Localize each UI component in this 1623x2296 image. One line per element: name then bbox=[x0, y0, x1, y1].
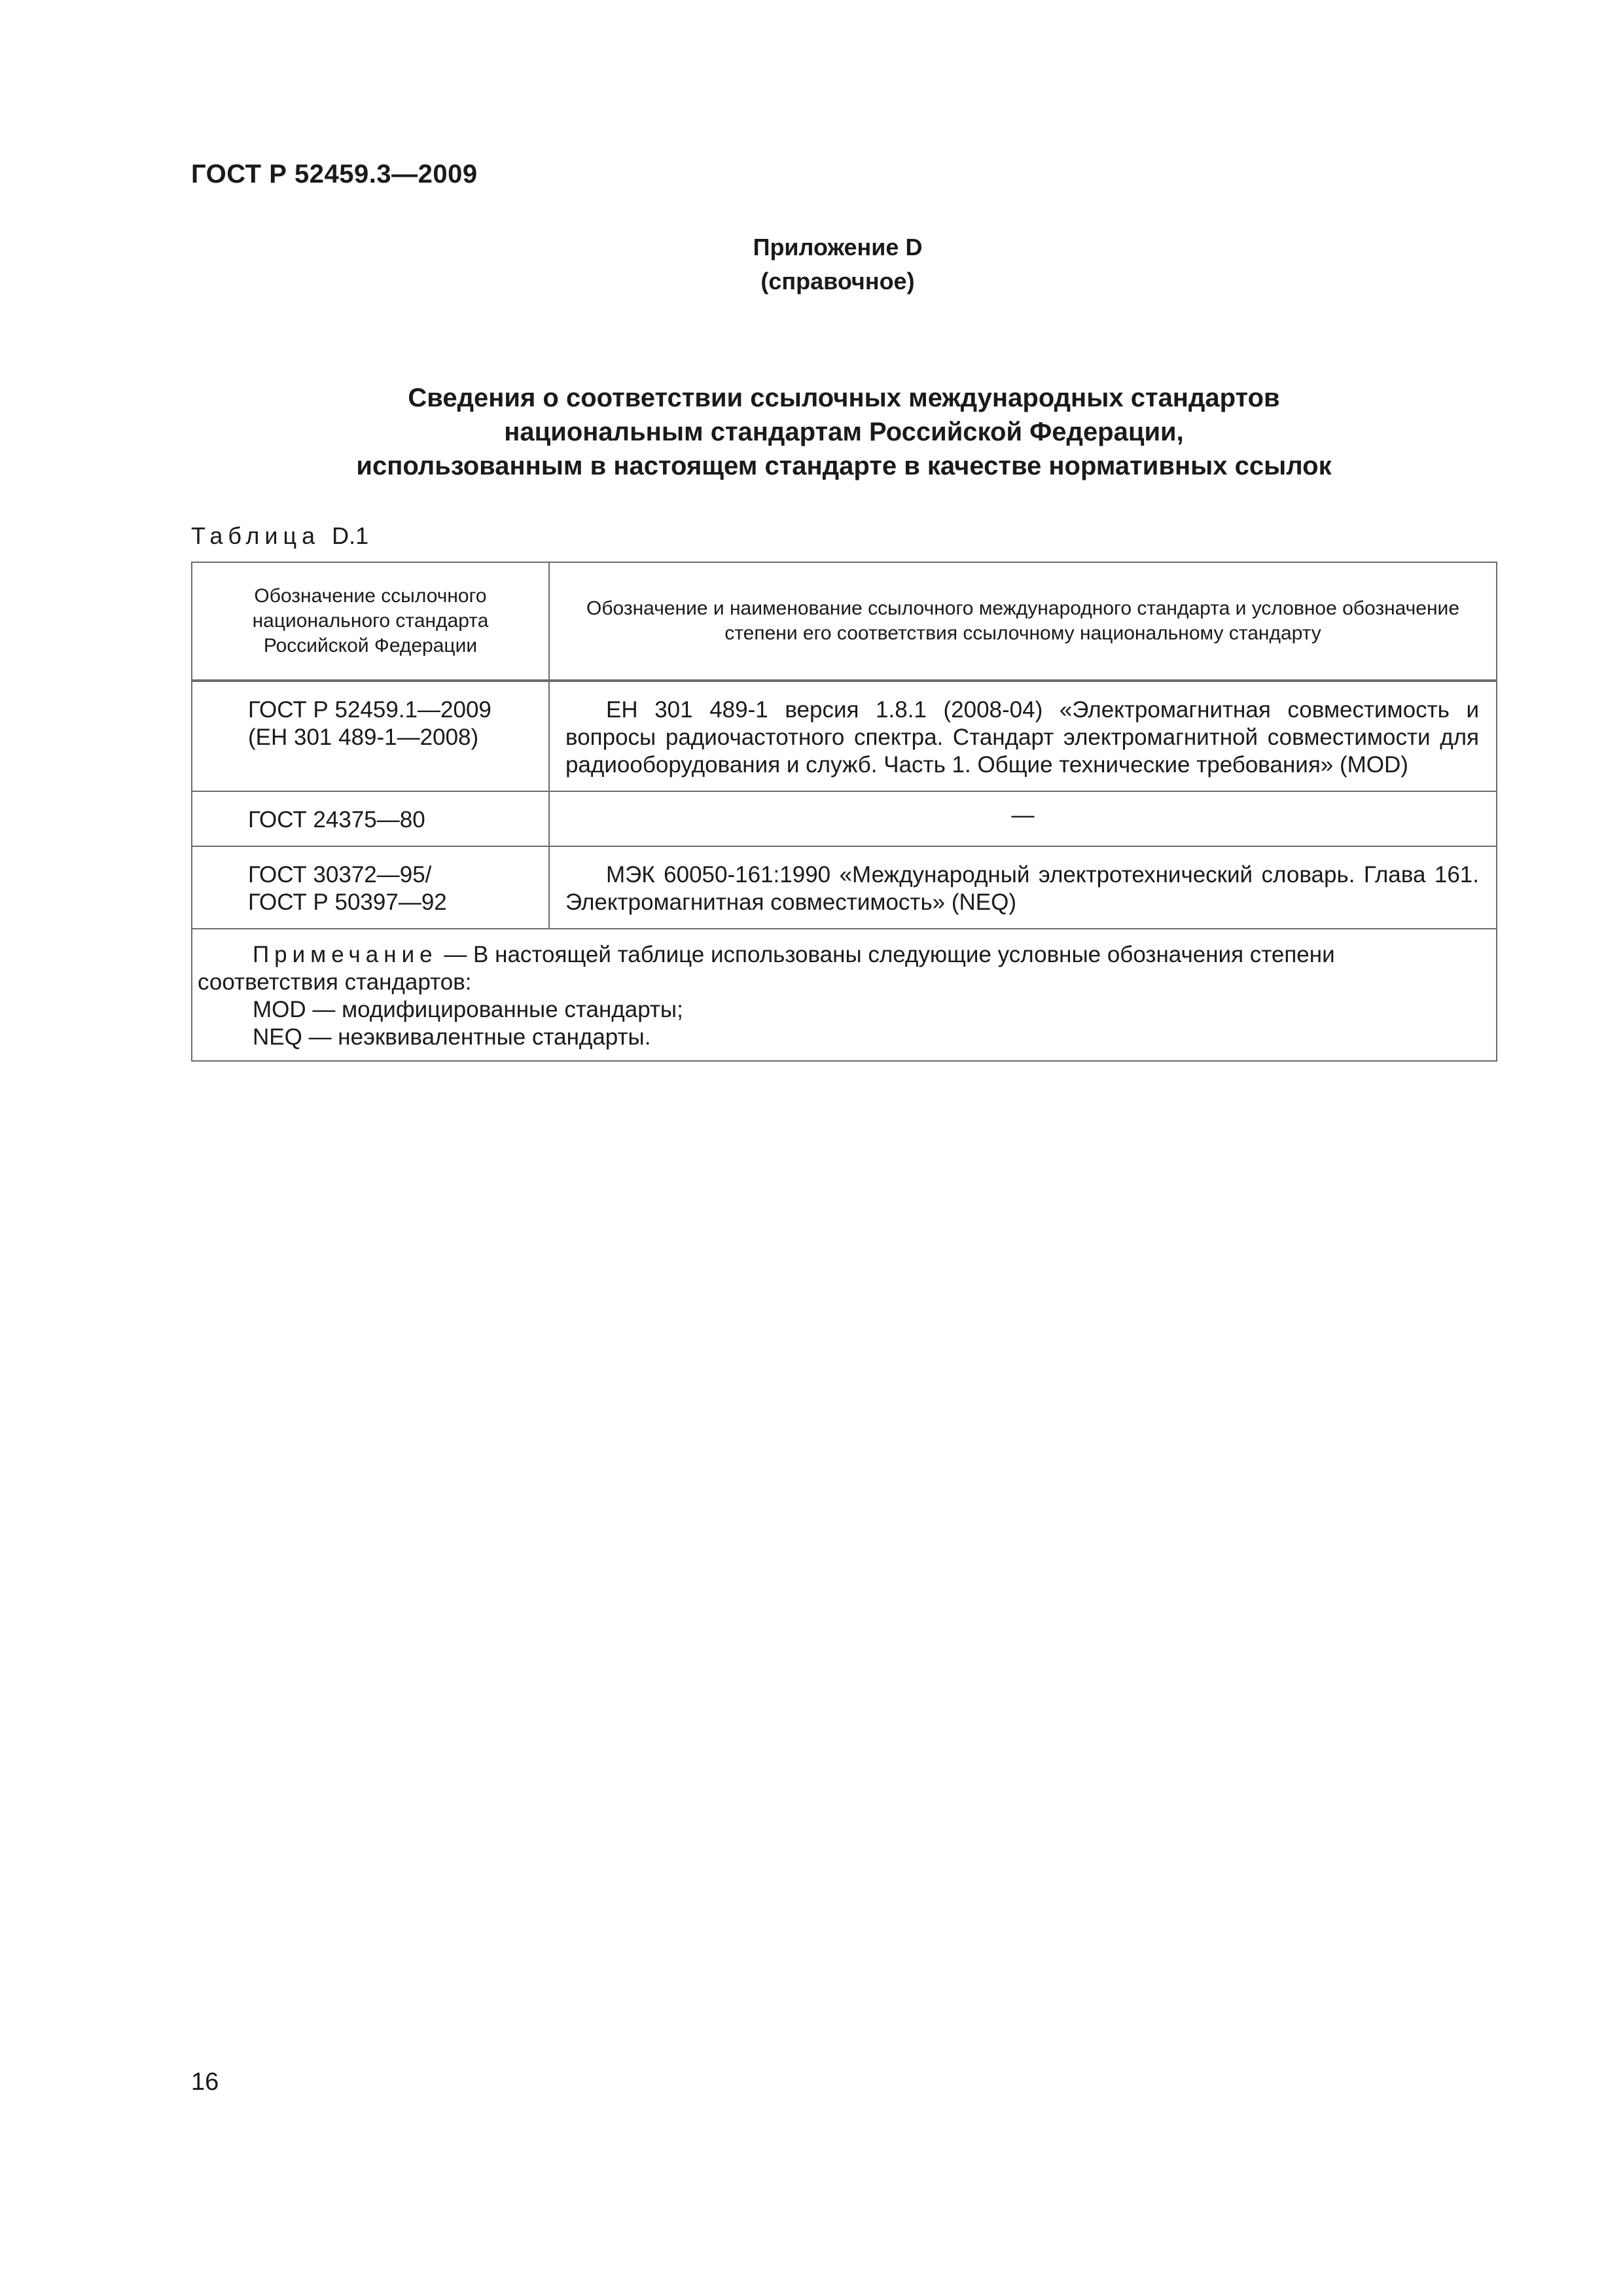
table-row bbox=[192, 791, 1497, 846]
document-header: ГОСТ Р 52459.3—2009 bbox=[191, 160, 478, 188]
national-standard-id: ГОСТ Р 52459.1—2009 bbox=[248, 697, 491, 723]
appendix-heading bbox=[654, 230, 1021, 298]
section-title bbox=[191, 381, 1497, 483]
national-standard-id: ГОСТ 30372—95/ bbox=[248, 862, 432, 888]
international-standard-cell bbox=[549, 846, 1497, 929]
table-caption bbox=[191, 522, 368, 550]
table-header-row bbox=[192, 562, 1497, 681]
national-standard-id: (ЕН 301 489-1—2008) bbox=[248, 725, 479, 750]
appendix-type: (справочное) bbox=[760, 268, 915, 295]
international-standard-cell bbox=[549, 681, 1497, 791]
national-standard-cell bbox=[192, 681, 549, 791]
appendix-title: Приложение D bbox=[753, 234, 923, 260]
note-neq: NEQ — неэквивалентные стандарты. bbox=[253, 1024, 651, 1050]
table-caption-word: Таблица bbox=[191, 522, 321, 549]
note-intro bbox=[198, 941, 1479, 996]
column-header-international: Обозначение и наименование ссылочного международного стандарта и условное обозначение степени его соответствия ссылочному национальному стандарту bbox=[549, 562, 1497, 681]
table-row bbox=[192, 846, 1497, 929]
national-standard-cell bbox=[192, 846, 549, 929]
table-row bbox=[192, 681, 1497, 791]
table-caption-number: D.1 bbox=[332, 522, 369, 549]
section-title-line: национальным стандартам Российской Федерации, bbox=[504, 418, 1184, 446]
national-standard-id: ГОСТ 24375—80 bbox=[248, 807, 425, 833]
note-mod: MOD — модифицированные стандарты; bbox=[253, 997, 683, 1022]
national-standard-id: ГОСТ Р 50397—92 bbox=[248, 889, 447, 915]
international-standard-cell bbox=[549, 791, 1497, 846]
column-header-national: Обозначение ссылочного национального стандарта Российской Федерации bbox=[192, 562, 549, 681]
no-reference-dash: — bbox=[1011, 802, 1035, 828]
international-standard-text: МЭК 60050-161:1990 «Международный электротехнический словарь. Глава 161. Электромагнитная совместимость» (NEQ) bbox=[565, 862, 1479, 915]
reference-table bbox=[191, 562, 1497, 1062]
table-note bbox=[192, 929, 1497, 1061]
international-standard-text: ЕН 301 489-1 версия 1.8.1 (2008-04) «Электромагнитная совместимость и вопросы радиочастотного спектра. Стандарт электромагнитной совместимости для радиооборудования и служб. Часть 1. Общие технические требования» (MOD) bbox=[565, 697, 1479, 778]
section-title-line: Сведения о соответствии ссылочных международных стандартов bbox=[408, 384, 1280, 412]
page-number: 16 bbox=[191, 2068, 219, 2096]
note-text: — В настоящей таблице использованы следующие условные обозначения степени соответствия стандартов: bbox=[198, 942, 1335, 995]
national-standard-cell bbox=[192, 791, 549, 846]
table-note-row bbox=[192, 929, 1497, 1061]
note-label: Примечание bbox=[253, 942, 438, 967]
section-title-line: использованным в настоящем стандарте в качестве нормативных ссылок bbox=[356, 452, 1332, 480]
